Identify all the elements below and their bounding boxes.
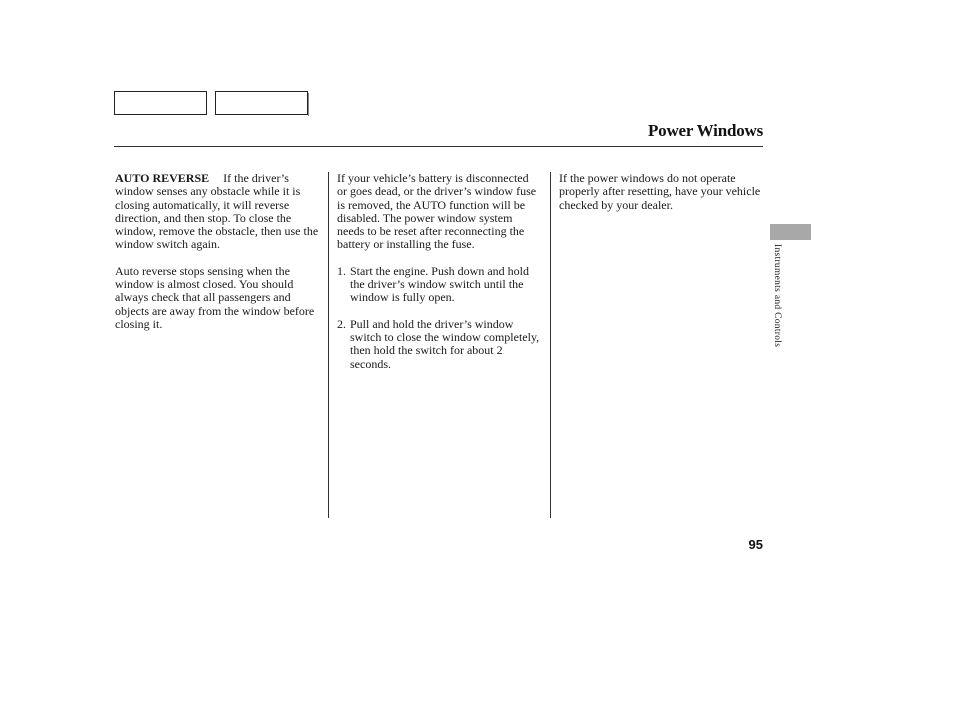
auto-reverse-heading: AUTO REVERSE: [115, 171, 210, 185]
step-text: Start the engine. Push down and hold the driver’s window switch until the window is fully open.: [350, 263, 529, 305]
page-number: 95: [748, 537, 763, 552]
dealer-paragraph: If the power windows do not operate properly after resetting, have your vehicle checked by your dealer.: [559, 171, 761, 212]
step-text: Pull and hold the driver’s window switch to close the window completely, then hold the switch for about 2 seconds.: [350, 316, 540, 371]
section-tab: [770, 224, 811, 240]
nav-box-next[interactable]: [215, 91, 308, 115]
column-divider: [550, 172, 551, 518]
title-divider: [114, 146, 763, 147]
auto-reverse-note: Auto reverse stops sensing when the window is almost closed. You should always check that all passengers and objects are away from the window before closing it.: [115, 263, 315, 331]
column-3: [559, 172, 762, 225]
section-label: Instruments and Controls: [772, 244, 782, 348]
nav-box-previous[interactable]: [114, 91, 207, 115]
column-1: [115, 172, 320, 344]
step-number: 2.: [337, 316, 346, 331]
page-title: Power Windows: [647, 121, 763, 140]
list-item: [337, 265, 540, 305]
auto-reverse-text: If the driver’s window senses any obstacle while it is closing automatically, it will reverse direction, and then stop. To close the window, remove the obstacle, then use the window switch again.: [115, 171, 319, 252]
reset-intro-paragraph: If your vehicle’s battery is disconnected or goes dead, or the driver’s window fuse is removed, the AUTO function will be disabled. The power window system needs to be reset after reconnecting the battery or installing the fuse.: [337, 171, 537, 252]
step-number: 1.: [337, 263, 346, 278]
column-divider: [328, 172, 329, 518]
list-item: [337, 318, 540, 371]
column-2: [337, 172, 540, 384]
auto-reverse-paragraph: [115, 172, 320, 252]
